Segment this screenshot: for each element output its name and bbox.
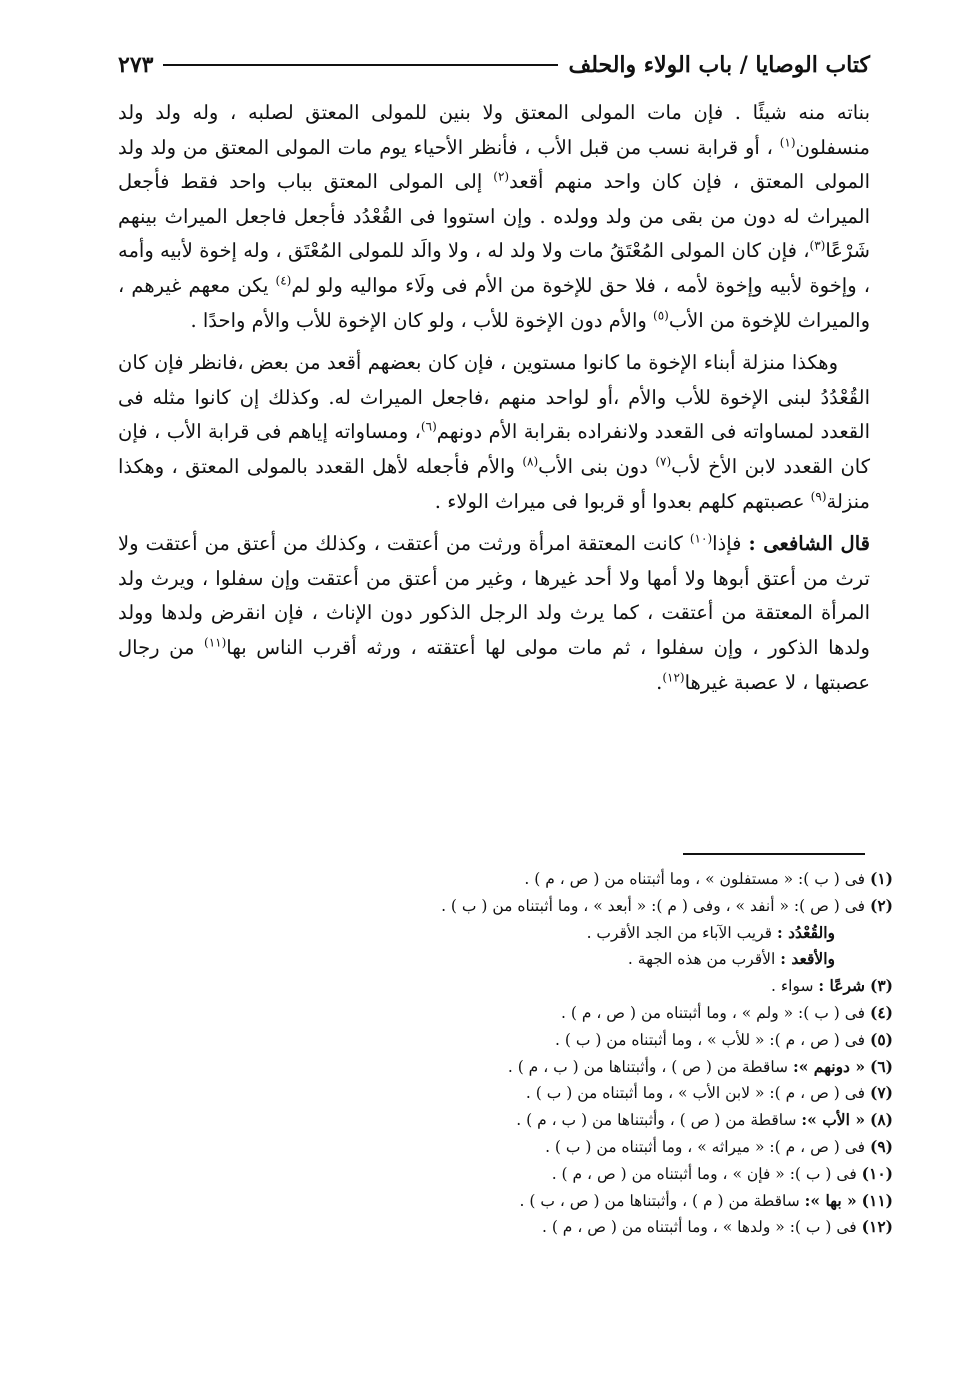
footnote-ref-3[interactable]: (٣) (809, 238, 826, 253)
footnote-number: (٧) (869, 1083, 893, 1103)
footnote-2 (118, 893, 893, 920)
text-run: ، فإن كان المولى المُعْتَقُ مات ولا ولد له ، ولا والَد للمولى المُعْتَق ، وله إخوة لأبيه وأمه ، وإخوة لأبيه وإخوة لأمه ، فلا حق للإخوة من الأم فى ولَاء مواليه ولو لم (118, 239, 870, 297)
footnote-term: والأقعد : (780, 949, 835, 969)
footnote-ref-6[interactable]: (٦) (420, 419, 437, 434)
footnote-number: (٢) (869, 895, 893, 915)
footnote-text: ساقطة من ( ص ) ، وأثبتناها من ( ب ، م ) . (507, 1057, 793, 1076)
footnote-6 (118, 1054, 893, 1081)
footnote-text: فى ( ص ، م ): « للأب » ، وما أثبتناه من ( ب ) . (554, 1030, 870, 1049)
header-rule (163, 64, 558, 66)
footnote-term: « دونهم »: (792, 1056, 866, 1076)
text-run: كانت المعتقة امرأة ورثت من أعتقت ، وكذلك من أعتق من أعتقت ولا ترث من أعتق أبوها ولا أمها ولا أحد غيرها ، وغير من أعتق من أعتقت وإن سفلوا ، ويرث ولد المرأة المعتقة من أعتقت ، كما يرث ولد الرجل الذكور دون الإناث ، فإن انقرض ولدها وولد ولدها الذكور ، وإن سفلوا ، ثم مات مولى لها أعتقته ، ورثه أقرب الناس بها (118, 532, 870, 659)
footnote-term: « بها »: (804, 1190, 857, 1210)
footnote-text: فى ( ص ، م ): « لابن الأب » ، وما أثبتناه من ( ب ) . (525, 1084, 870, 1103)
footnote-number: (٣) (869, 976, 893, 996)
footnote-2-definition-b (118, 946, 893, 973)
footnote-text: فى ( ب ): « فإن » ، وما أثبتناه من ( ص ، م ) . (551, 1164, 862, 1183)
footnote-2-definition-a (118, 920, 893, 947)
footnote-separator (683, 853, 865, 855)
text-run: إلى المولى المعتق بباب واحد فقط فأجعل الميراث له دون من بقى من ولد وولده . وإن استووا فى القُعْدُد فأجعل فاجعل الميراث بينهم شَرْعًا (118, 170, 871, 263)
text-run: عصبتهم كلهم بعدوا أو قربوا فى ميراث الولاء . (434, 489, 811, 513)
footnote-ref-7[interactable]: (٧) (655, 454, 672, 469)
footnote-ref-1[interactable]: (١) (779, 135, 796, 150)
footnote-1 (118, 866, 893, 893)
footnote-text: فى ( ص ): « أنفد » ، وفى ( م ): « أبعد » ، وما أثبتناه من ( ب ) . (441, 896, 870, 915)
footnote-ref-8[interactable]: (٨) (522, 454, 539, 469)
footnote-4 (118, 1000, 893, 1027)
footnote-text: سواء . (771, 977, 819, 996)
footnote-number: (١١) (861, 1190, 893, 1210)
footnote-text: فى ( ب ): « ولدها » ، وما أثبتناه من ( ص ، م ) . (541, 1218, 862, 1237)
footnote-5 (118, 1027, 893, 1054)
footnote-term: « الأب »: (801, 1110, 866, 1130)
footnote-ref-2[interactable]: (٢) (493, 169, 510, 184)
text-run: ، أو قرابة نسب من قبل الأب ، فأنظر الأحياء يوم مات المولى المعتق من ولد ولد المولى المعتق ، فإن كان واحد منهم أقعد (118, 135, 871, 194)
footnote-3 (118, 973, 893, 1000)
text-run: دون بنى الأب (538, 454, 656, 478)
footnote-number: (٥) (869, 1029, 893, 1049)
footnote-11 (118, 1188, 893, 1215)
footnote-text: فى ( ص ، م ): « ميراثه » ، وما أثبتناه من ( ب ) . (545, 1137, 870, 1156)
page-number: ٢٧٣ (118, 52, 154, 78)
footnote-8 (118, 1107, 893, 1134)
footnote-number: (٤) (869, 1002, 893, 1022)
running-title: كتاب الوصايا / باب الولاء والحلف (568, 52, 870, 78)
text-run: فإذا (712, 532, 749, 556)
text-run: . (656, 670, 663, 694)
paragraph-3 (118, 527, 870, 700)
footnote-text: قريب الآباء من الجد الأقرب . (586, 923, 777, 942)
footnote-number: (٩) (869, 1136, 893, 1156)
footnote-12 (118, 1214, 893, 1241)
footnote-ref-10[interactable]: (١٠) (689, 531, 713, 546)
text-run: وهكذا منزلة أبناء الإخوة ما كانوا مستوين ، فإن كان بعضهم أقعد من بعض ،فانظر فإن كان القُعْدُدُ لبنى الإخوة للأب والأم ،أو لواحد منهم ،فاجعل الميراث له. وكذلك إن كانوا مثله فى القعدد لمساواته فى القعدد ولانفراده بقرابة الأم دونهم (118, 351, 870, 444)
footnote-7 (118, 1080, 893, 1107)
footnote-9 (118, 1134, 893, 1161)
page-header (118, 48, 870, 82)
footnote-number: (٨) (869, 1110, 893, 1130)
text-run: من رجال عصبتها ، لا عصبة غيرها (118, 635, 870, 694)
text-run: ، ومساواته إياهم فى قرابة الأب ، فإن كان القعدد لابن الأخ لأب (118, 420, 870, 478)
footnote-number: (٦) (869, 1056, 893, 1076)
footnotes (118, 866, 893, 1241)
footnote-ref-4[interactable]: (٤) (275, 273, 292, 288)
text-run: والأم دون الإخوة للأب ، ولو كان الإخوة للأب والأم واحدًا . (190, 308, 653, 332)
text-run: بناته منه شيئًا . فإن مات المولى المعتق ولا بنين للمولى المعتق لصلبه ، وله ولد ولد منسفلون (118, 101, 870, 159)
footnote-ref-9[interactable]: (٩) (810, 489, 827, 504)
text-run: والأم فأجعله لأهل القعدد بالمولى المعتق ، وهكذا منزلة (118, 454, 870, 513)
footnote-text: ساقطة من ( م ) ، وأثبتناها من ( ص ، ب ) . (519, 1191, 805, 1210)
footnote-ref-11[interactable]: (١١) (204, 635, 227, 650)
paragraph-2 (118, 346, 870, 519)
footnote-10 (118, 1161, 893, 1188)
main-text (118, 96, 870, 700)
footnote-term: شرعًا : (818, 976, 866, 996)
footnote-number: (١٠) (861, 1163, 893, 1183)
text-run: يكن معهم غيرهم ، والميراث للإخوة من الأب (118, 273, 870, 332)
footnote-text: ساقطة من ( ص ) ، وأثبتناها من ( ب ، م ) . (516, 1111, 802, 1130)
footnote-text: الأقرب من هذه الجهة . (627, 950, 781, 969)
paragraph-1 (118, 96, 870, 338)
footnote-text: فى ( ب ): « ولم » ، وما أثبتناه من ( ص ، م ) . (561, 1003, 870, 1022)
footnote-term: والقُعْدُد : (777, 922, 835, 942)
footnote-text: فى ( ب ): « مستفلون » ، وما أثبتناه من ( ص ، م ) . (524, 870, 870, 888)
footnote-number: (١٢) (861, 1217, 893, 1237)
speaker-label: قال الشافعى : (748, 532, 870, 556)
footnote-ref-5[interactable]: (٥) (653, 308, 669, 323)
footnote-ref-12[interactable]: (١٢) (662, 670, 685, 684)
footnote-number: (١) (869, 869, 893, 888)
